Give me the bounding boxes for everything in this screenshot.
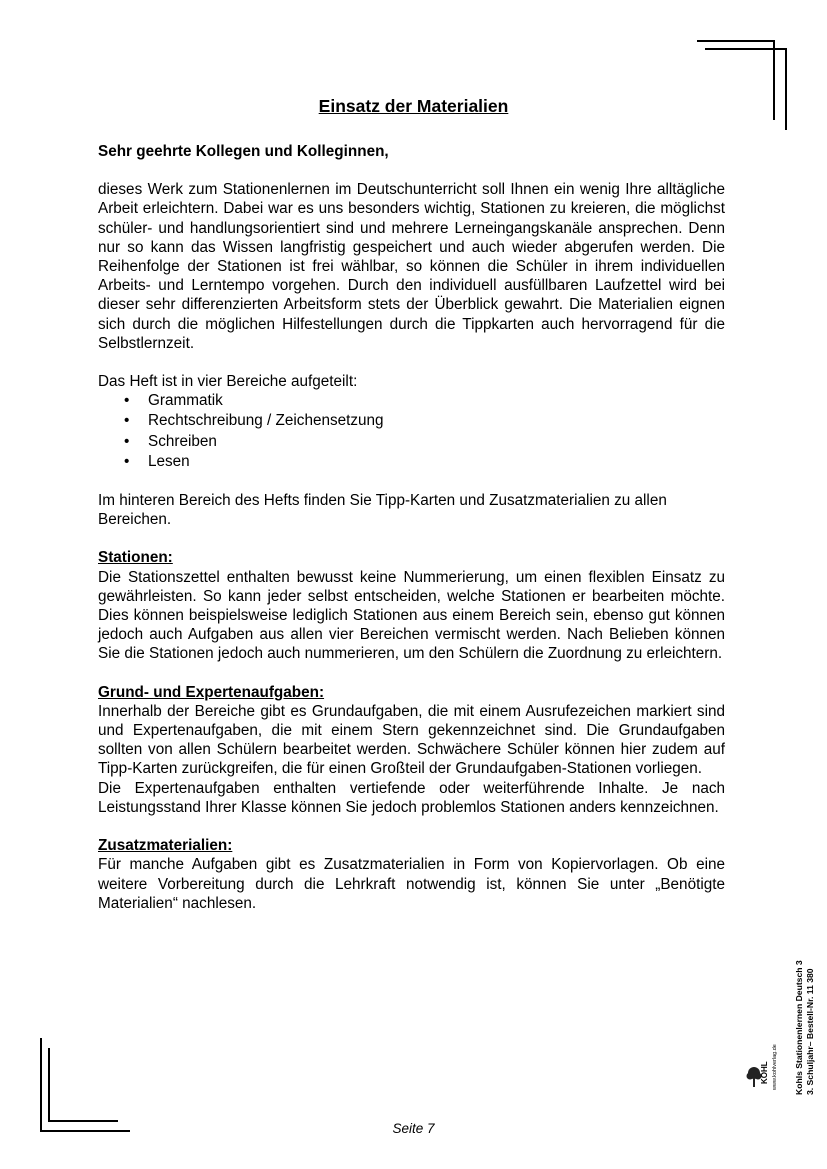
document-body — [98, 142, 725, 913]
list-item: • Schreiben — [124, 432, 725, 452]
zusatz-paragraph: Für manche Aufgaben gibt es Zusatzmaterialien in Form von Kopiervorlagen. Ob eine weitere Vorbereitung durch die Lehrkraft notwendig ist, können Sie unter „Benötigte Materialien“ nachlesen. — [98, 856, 725, 912]
grund-experten-heading: Grund- und Expertenaufgaben: — [98, 683, 325, 701]
list-item: • Rechtschreibung / Zeichensetzung — [124, 411, 725, 431]
zusatz-heading: Zusatzmaterialien: — [98, 837, 233, 855]
greeting: Sehr geehrte Kollegen und Kolleginnen, — [98, 143, 389, 160]
stationen-paragraph: Die Stationszettel enthalten bewusst keine Nummerierung, um einen flexiblen Einsatz zu gewährleisten. So kann jeder selbst entscheiden, welche Stationen er bearbeiten möchte. Dies können beispielsweise lediglich Stationen aus einem Bereich sein, ebenso gut können jedoch auch Aufgaben aus allen vier Bereichen vermischt werden. Nach Belieben können Sie die Stationen jedoch auch nummerieren, um den Schülern die Zuordnung zu erleichtern. — [98, 568, 725, 663]
list-item: • Grammatik — [124, 391, 725, 411]
areas-intro: Das Heft ist in vier Bereiche aufgeteilt: — [98, 373, 358, 391]
publisher-url: www.kohlverlag.de — [772, 1044, 778, 1090]
page-title: Einsatz der Materialien — [318, 96, 509, 116]
page-number: Seite 7 — [392, 1121, 435, 1136]
back-section-paragraph: Im hinteren Bereich des Hefts finden Sie Tipp-Karten und Zusatzmaterialien zu allen Bereichen. — [98, 492, 667, 529]
product-info — [794, 860, 816, 1095]
product-title: Kohls Stationenlernen Deutsch 3 — [794, 960, 804, 1095]
areas-list — [98, 391, 725, 472]
list-item: • Lesen — [124, 452, 725, 472]
grund-paragraph: Innerhalb der Bereiche gibt es Grundaufgaben, die mit einem Ausrufezeichen markiert sind und Expertenaufgaben, die mit einem Stern gekennzeichnet sind. Die Grundaufgaben sollten von allen Schülern bearbeitet werden. Schwächere Schüler können hier zudem auf Tipp-Karten zurückgreifen, die für einen Großteil der Grundaufgaben-Stationen vorliegen. — [98, 702, 725, 778]
experten-paragraph: Die Expertenaufgaben enthalten vertiefende oder weiterführende Inhalte. Je nach Leistungsstand Ihrer Klasse können Sie jedoch problemlos Stationen anders kennzeichnen. — [98, 779, 725, 816]
logo-wordmark: KOHL — [760, 1061, 769, 1084]
intro-paragraph: dieses Werk zum Stationenlernen im Deutschunterricht soll Ihnen ein wenig Ihre alltägliche Arbeit erleichtern. Dabei war es uns besonders wichtig, Stationen zu kreieren, die möglichst schüler- und handlungsorientiert sind und mehrere Lerneingangskanäle ansprechen. Denn nur so kann das Wissen langfristig gespeichert und auch wieder abgerufen werden. Die Reihenfolge der Stationen ist frei wählbar, so können die Schüler in ihrem individuellen Arbeits- und Lerntempo vorgehen. Durch den individuell ausfüllbaren Laufzettel wird bei dieser sehr differenzierten Arbeitsform stets der Überblick gewahrt. Die Materialien eignen sich durch die möglichen Hilfestellungen durch die Tippkarten auch hervorragend für die Selbstlernzeit. — [98, 181, 725, 352]
publisher-logo — [746, 1022, 776, 1092]
stationen-heading: Stationen: — [98, 549, 173, 567]
product-order-number: 3. Schuljahr– Bestell-Nr. 11 380 — [805, 968, 815, 1095]
corner-frame-top-right-inner — [705, 48, 787, 130]
publisher-sidebar — [738, 860, 815, 1095]
corner-frame-bottom-left-inner — [48, 1048, 118, 1122]
